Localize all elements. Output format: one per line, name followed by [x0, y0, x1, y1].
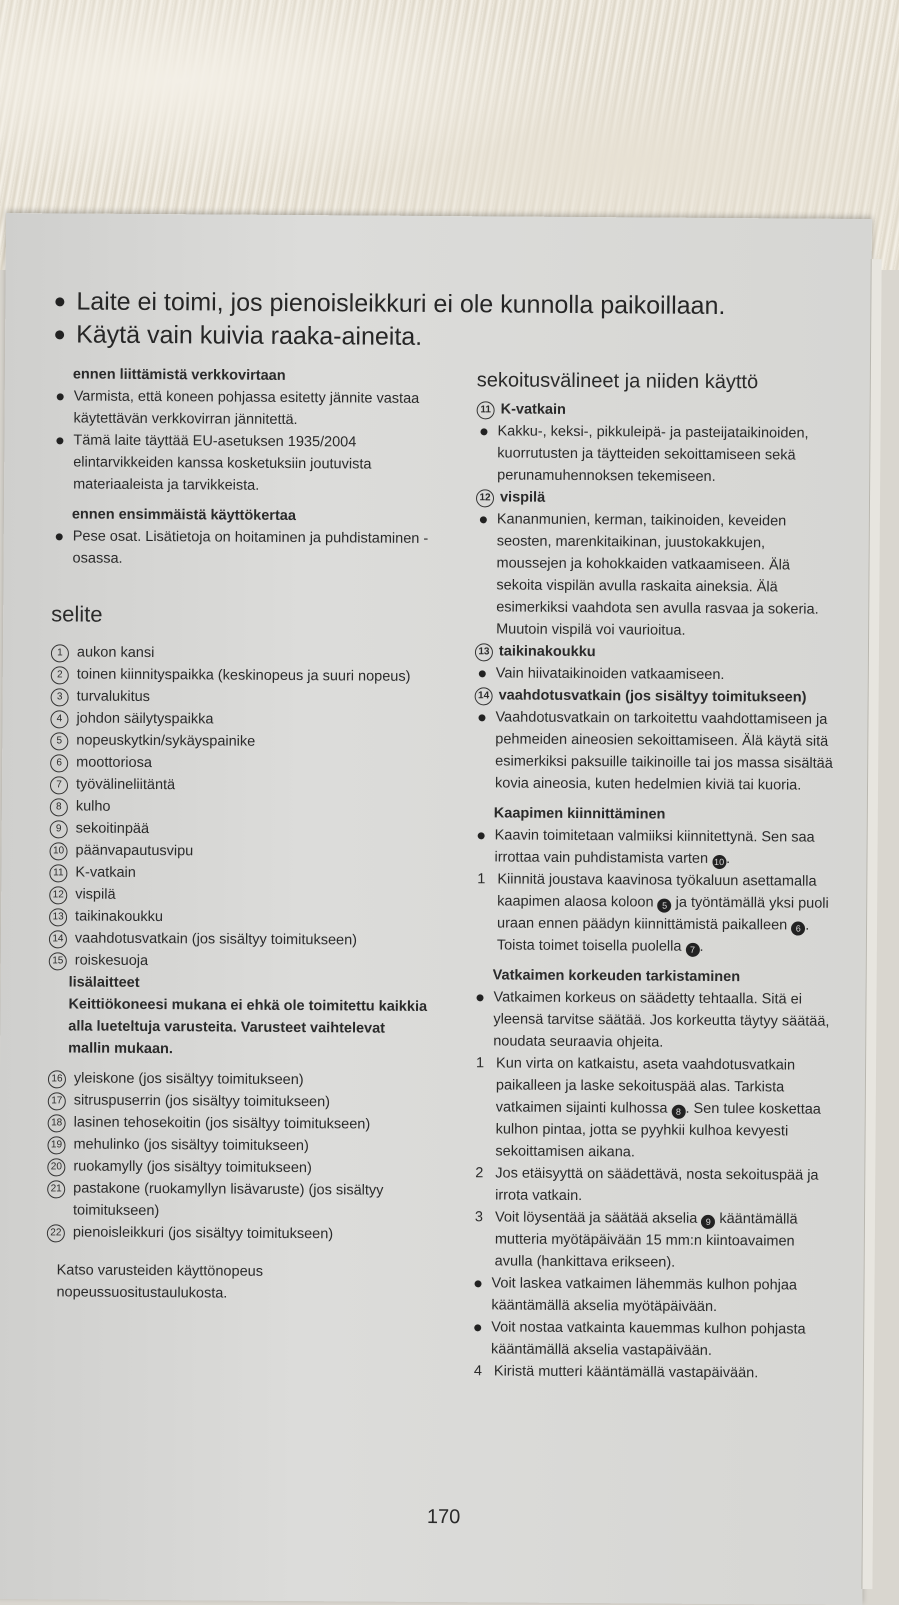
step-item [471, 1206, 831, 1275]
ref-circle-icon: 8 [671, 1105, 685, 1119]
number-circle-icon: 3 [51, 688, 69, 706]
page-number: 170 [426, 1505, 461, 1529]
section-title: ennen ensimmäistä käyttökertaa [71, 506, 296, 525]
step-number: 2 [475, 1165, 484, 1182]
step-item [473, 868, 834, 959]
legend-item [51, 685, 431, 710]
legend-item [49, 927, 429, 952]
section-title: Kaapimen kiinnittäminen [493, 805, 666, 823]
text-run: . Toista toimet toisella puolella [496, 917, 810, 955]
text-run: Kun virta on katkaistu, aseta vaahdotusvatkain paikalleen ja laske sekoituspää alas. Tarkista vatkaimen sijainti kulhossa [495, 1055, 796, 1117]
step-number: 4 [473, 1363, 482, 1380]
legend-item [50, 795, 430, 820]
bullet-icon [478, 832, 485, 839]
item-label: sitruspuserrin (jos sisältyy toimitukseen) [73, 1092, 331, 1111]
bullet-icon [479, 670, 486, 677]
tool-title: vispilä [499, 489, 546, 506]
tool-heading [477, 398, 837, 423]
section-title: Vatkaimen korkeuden tarkistaminen [492, 967, 741, 986]
item-label: johdon säilytyspaikka [76, 710, 214, 728]
legend-item [49, 905, 429, 930]
bullet-text: Varmista, että koneen pohjassa esitetty jännite vastaa käytettävän verkkovirran jännitettä. [73, 388, 420, 429]
item-label: aukon kansi [76, 644, 155, 662]
number-circle-icon: 1 [51, 644, 69, 662]
item-label: mehulinko (jos sisältyy toimitukseen) [73, 1136, 309, 1155]
bullet-icon [475, 1280, 482, 1287]
item-label: toinen kiinnityspaikka (keskinopeus ja suuri nopeus) [76, 666, 411, 685]
left-column [46, 363, 433, 1306]
item-label: kulho [75, 798, 111, 815]
number-circle-icon: 12 [476, 489, 494, 507]
item-label: ruokamylly (jos sisältyy toimitukseen) [73, 1158, 312, 1177]
bullet-text: Pese osat. Lisätietoja on hoitaminen ja puhdistaminen -osassa. [72, 528, 429, 567]
bullet-icon [56, 437, 63, 444]
number-circle-icon: 20 [47, 1158, 65, 1176]
bullet-item [477, 824, 833, 870]
bullet-item [476, 986, 832, 1054]
tool-heading [475, 684, 835, 709]
bullet-item [479, 508, 836, 642]
headline-item [55, 285, 855, 324]
number-circle-icon: 11 [49, 864, 67, 882]
bullet-item [479, 662, 835, 686]
bullet-icon [55, 297, 64, 306]
number-circle-icon: 5 [50, 732, 68, 750]
page-edge [861, 259, 881, 1589]
ref-circle-icon: 10 [712, 855, 726, 869]
number-circle-icon: 4 [50, 710, 68, 728]
number-circle-icon: 15 [49, 952, 67, 970]
item-label: taikinakoukku [75, 908, 164, 926]
legend-item [51, 663, 431, 688]
step-number: 1 [475, 1055, 485, 1072]
number-circle-icon: 13 [475, 643, 493, 661]
legend-item [50, 817, 430, 842]
bullet-icon [480, 516, 487, 523]
text-run: . Sen tulee koskettaa kulhon pintaa, jotta se pyyhkii kulhoa kevyesti sekoittamisen aikana. [495, 1100, 821, 1161]
bullet-item [478, 706, 835, 796]
bullet-text: Voit laskea vatkaimen lähemmäs kulhon pohjaa kääntämällä akselia myötäpäivään. [491, 1275, 798, 1315]
manual-page [0, 213, 872, 1605]
text-run: ja työntämällä yksi puoli uraan ennen päädyn kiinnittämistä paikalleen [496, 894, 829, 934]
number-circle-icon: 8 [50, 798, 68, 816]
ref-circle-icon: 9 [701, 1215, 715, 1229]
accessory-item [48, 1067, 428, 1092]
step-item [470, 1360, 830, 1385]
step-number: 3 [474, 1209, 484, 1226]
lisalaitteet-title: lisälaitteet [68, 974, 140, 991]
step-text: Kiristä mutteri kääntämällä vastapäivään. [493, 1363, 759, 1382]
bullet-item [474, 1272, 830, 1318]
accessory-item [47, 1221, 427, 1246]
number-circle-icon: 9 [50, 820, 68, 838]
item-label: K-vatkain [75, 864, 136, 881]
legend-item [50, 707, 430, 732]
tool-heading [475, 640, 835, 665]
number-circle-icon: 21 [47, 1180, 65, 1198]
item-label: pastakone (ruokamyllyn lisävaruste) (jos sisältyy toimitukseen) [72, 1180, 384, 1220]
legend-list [49, 641, 431, 974]
number-circle-icon: 16 [48, 1070, 66, 1088]
accessory-item [47, 1155, 427, 1180]
number-circle-icon: 14 [49, 930, 67, 948]
ref-circle-icon: 5 [658, 899, 672, 913]
bullet-item [480, 420, 836, 488]
number-circle-icon: 17 [48, 1092, 66, 1110]
tool-title: K-vatkain [500, 401, 566, 418]
bullet-item [56, 385, 432, 432]
number-circle-icon: 11 [477, 401, 495, 419]
item-label: pienoisleikkuri (jos sisältyy toimitukseen) [72, 1224, 334, 1243]
step-item [471, 1162, 831, 1209]
step-item [471, 1052, 832, 1165]
accessory-item [47, 1133, 427, 1158]
bullet-icon [480, 428, 487, 435]
number-circle-icon: 14 [475, 687, 493, 705]
bullet-icon [474, 1324, 481, 1331]
text-run: Kiinnitä joustava kaavinosa työkaluun asettamalla kaapimen alaosa koloon [497, 871, 817, 911]
legend-item [50, 751, 430, 776]
step-number: 1 [477, 871, 486, 888]
step-text: Kiinnitä joustava kaavinosa työkaluun asettamalla kaapimen alaosa koloon 5 ja työntämällä yksi puoli uraan ennen päädyn kiinnittämistä paikalleen 6 . Toista toimet toisella puolella 7 . [496, 871, 829, 955]
headline-item [55, 318, 855, 357]
headline-text: Käytä vain kuivia raaka-aineita. [76, 320, 423, 351]
number-circle-icon: 10 [49, 842, 67, 860]
section-title: ennen liittämistä verkkovirtaan [72, 366, 286, 384]
bullet-icon [57, 393, 64, 400]
bullet-text: Vaahdotusvatkain on tarkoitettu vaahdottamiseen ja pehmeiden aineosien sekoittamiseen. Älä käytä sitä esimerkiksi paksuille taikinoille tai jos massa sisältää kovia aineosia, kuten hedelmien kiviä tai kuoria. [494, 709, 833, 794]
footer-note: Katso varusteiden käyttönopeus nopeussuositustaulukosta. [56, 1262, 264, 1302]
lisalaitteet-note: Keittiökoneesi mukana ei ehkä ole toimitettu kaikkia alla lueteltuja varusteita. Varusteet vaihtelevat mallin mukaan. [68, 996, 428, 1058]
headline-warnings [55, 285, 855, 357]
accessory-item [48, 1089, 428, 1114]
text-run: kääntämällä mutteria myötäpäivään 15 mm:n kiintoavaimen avulla (hankittava erikseen). [494, 1211, 798, 1271]
item-label: yleiskone (jos sisältyy toimitukseen) [73, 1070, 304, 1089]
bullet-icon [55, 330, 64, 339]
legend-item [50, 729, 430, 754]
item-label: lasinen tehosekoitin (jos sisältyy toimitukseen) [73, 1114, 371, 1133]
bullet-text: Vain hiivataikinoiden vatkaamiseen. [495, 665, 725, 684]
item-label: moottoriosa [76, 754, 152, 772]
legend-item [49, 883, 429, 908]
number-circle-icon: 22 [47, 1224, 65, 1242]
item-label: työvälineliitäntä [75, 776, 176, 794]
step-text: Jos etäisyyttä on säädettävä, nosta sekoituspää ja irrota vatkain. [495, 1165, 819, 1205]
selite-title: selite [51, 601, 103, 627]
number-circle-icon: 18 [48, 1114, 66, 1132]
legend-item [49, 861, 429, 886]
number-circle-icon: 19 [47, 1136, 65, 1154]
bullet-item [56, 525, 432, 572]
item-label: nopeuskytkin/sykäyspainike [76, 732, 256, 750]
bullet-icon [478, 714, 485, 721]
ref-circle-icon: 6 [791, 921, 805, 935]
right-column [470, 366, 837, 1384]
text-run: Voit löysentää ja säätää akselia [494, 1209, 698, 1227]
bullet-text: Kakku-, keksi-, pikkuleipä- ja pasteijataikinoiden, kuorrutusten ja täytteiden sekoittamiseen sekä perunamuhennoksen tekemiseen. [497, 423, 809, 485]
bullet-text: Kaavin toimitetaan valmiiksi kiinnitettynä. Sen saa irrottaa vain puhdistamista varten 10 . [494, 827, 815, 868]
tool-title: vaahdotusvatkain (jos sisältyy toimitukseen) [498, 687, 807, 706]
ref-circle-icon: 7 [685, 943, 699, 957]
accessory-item [48, 1111, 428, 1136]
accessory-item [47, 1177, 427, 1224]
bullet-text: Voit nostaa vatkainta kauemmas kulhon pohjasta kääntämällä akselia vastapäivään. [491, 1319, 806, 1359]
step-text [495, 1052, 832, 1164]
legend-item [49, 839, 429, 864]
legend-item [51, 641, 431, 666]
step-text [495, 1206, 831, 1274]
number-circle-icon: 7 [50, 776, 68, 794]
legend-item [50, 773, 430, 798]
bullet-text: Kananmunien, kerman, taikinoiden, keveiden seosten, marenkitaikinan, juustokakkujen, moussejen ja kohokkaiden vatkaamiseen. Älä sekoita vispilän avulla raskaita aineksia. Älä esimerkiksi vaahdota sen avulla rasvaa ja sokeria. Muutoin vispilä voi vaurioitua. [496, 511, 819, 639]
legend-item [49, 949, 429, 974]
accessory-list [47, 1067, 428, 1246]
bullet-icon [477, 994, 484, 1001]
item-label: päänvapautusvipu [75, 842, 194, 860]
tool-heading [476, 486, 836, 511]
bullet-text: Vatkaimen korkeus on säädetty tehtaalla. Sitä ei yleensä tarvitse säätää. Jos korkeutta täytyy säätää, noudata seuraavia ohjeita. [493, 989, 830, 1051]
number-circle-icon: 12 [49, 886, 67, 904]
text-run: Kaavin toimitetaan valmiiksi kiinnitettynä. Sen saa irrottaa vain puhdistamista varten [494, 827, 815, 867]
bullet-icon [56, 533, 63, 540]
number-circle-icon: 2 [51, 666, 69, 684]
headline-text: Laite ei toimi, jos pienoisleikkuri ei ole kunnolla paikoillaan. [76, 287, 726, 321]
item-label: vispilä [75, 886, 116, 903]
tools-title: sekoitusvälineet ja niiden käyttö [476, 369, 759, 394]
tool-title: taikinakoukku [498, 643, 596, 661]
item-label: turvalukitus [76, 688, 151, 706]
number-circle-icon: 13 [49, 908, 67, 926]
item-label: roiskesuoja [74, 952, 149, 970]
number-circle-icon: 6 [50, 754, 68, 772]
bullet-item [474, 1316, 830, 1362]
item-label: vaahdotusvatkain (jos sisältyy toimitukseen) [74, 930, 358, 949]
bullet-text: Tämä laite täyttää EU-asetuksen 1935/2004 elintarvikkeiden kanssa kosketuksiin joutuvista materiaaleista ja tarvikkeista. [73, 432, 372, 494]
bullet-item [56, 429, 432, 498]
item-label: sekoitinpää [75, 820, 150, 838]
